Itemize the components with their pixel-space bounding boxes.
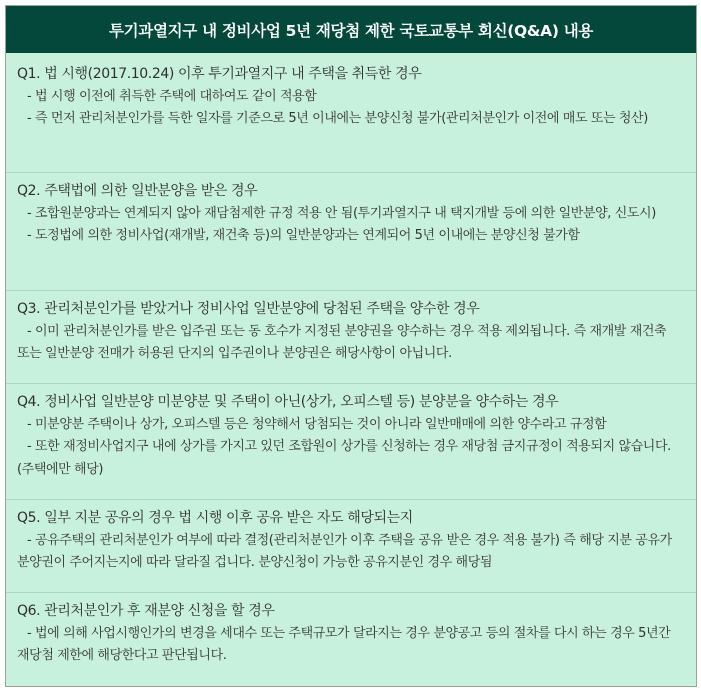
qa-item-4 — [6, 391, 696, 481]
answer-2-1: - 조합원분양과는 연계되지 않아 재담첨제한 규정 적용 안 됨(투기과열지구 내 택지개발 등에 의한 일반분양, 신도시) — [27, 205, 656, 221]
divider — [6, 499, 696, 500]
question-4: Q4. 정비사업 일반분양 미분양분 및 주택이 아닌(상가, 오피스텔 등) 분양분을 양수하는 경우 — [17, 394, 559, 410]
divider — [6, 172, 696, 173]
qa-item-5 — [6, 507, 696, 575]
divider — [6, 383, 696, 384]
question-5: Q5. 일부 지분 공유의 경우 법 시행 이후 공유 받은 자도 해당되는지 — [17, 510, 413, 526]
panel-title: 투기과열지구 내 정비사업 5년 재당첨 제한 국토교통부 회신(Q&A) 내용 — [6, 6, 696, 53]
answer-5-1: - 공유주택의 관리처분인가 여부에 따라 결정(관리처분인가 이후 주택을 공유 받은 경우 적용 불가) 즉 해당 지분 공유가 분양권이 주어지는지에 따라 달라질 겁니다. 분양신청이 가능한 공유지분인 경우 해당됨 — [17, 532, 672, 570]
divider — [6, 592, 696, 593]
qa-item-2 — [6, 180, 696, 248]
qa-item-1 — [6, 63, 696, 131]
qa-item-3 — [6, 298, 696, 366]
answer-4-2: - 또한 재정비사업지구 내에 상가를 가지고 있던 조합원이 상가를 신청하는 경우 재당첨 금지규정이 적용되지 않습니다.(주택에만 해당) — [17, 439, 671, 477]
qa-panel — [5, 5, 697, 687]
answer-2-2: - 도정법에 의한 정비사업(재개발, 재건축 등)의 일반분양과는 연계되어 5년 이내에는 분양신청 불가함 — [27, 228, 580, 243]
divider — [6, 290, 696, 291]
question-3: Q3. 관리처분인가를 받았거나 정비사업 일반분양에 당첨된 주택을 양수한 경우 — [17, 301, 480, 317]
question-6: Q6. 관리처분인가 후 재분양 신청을 할 경우 — [17, 603, 275, 619]
answer-1-1: - 법 시행 이전에 취득한 주택에 대하여도 같이 적용함 — [27, 88, 317, 104]
answer-4-1: - 미분양분 주택이나 상가, 오피스텔 등은 청약해서 당첨되는 것이 아니라 일반매매에 의한 양수라고 규정함 — [27, 416, 607, 432]
answer-3-1: - 이미 관리처분인가를 받은 입주권 또는 동 호수가 지정된 분양권을 양수하는 경우 적용 제외됩니다. 즉 재개발 재건축 또는 일반분양 전매가 허용된 단지의 입주권이나 분양권은 해당사항이 아닙니다. — [17, 323, 667, 361]
question-2: Q2. 주택법에 의한 일반분양을 받은 경우 — [17, 183, 258, 199]
answer-1-2: - 즉 먼저 관리처분인가를 득한 일자를 기준으로 5년 이내에는 분양신청 불가(관리처분인가 이전에 매도 또는 청산) — [27, 111, 648, 126]
question-1: Q1. 법 시행(2017.10.24) 이후 투기과열지구 내 주택을 취득한 경우 — [17, 66, 422, 82]
qa-item-6 — [6, 600, 696, 668]
answer-6-1: - 법에 의해 사업시행인가의 변경을 세대수 또는 주택규모가 달라지는 경우 분양공고 등의 절차를 다시 하는 경우 5년간 재당첨 제한에 해당한다고 판단됩니다. — [17, 625, 671, 663]
